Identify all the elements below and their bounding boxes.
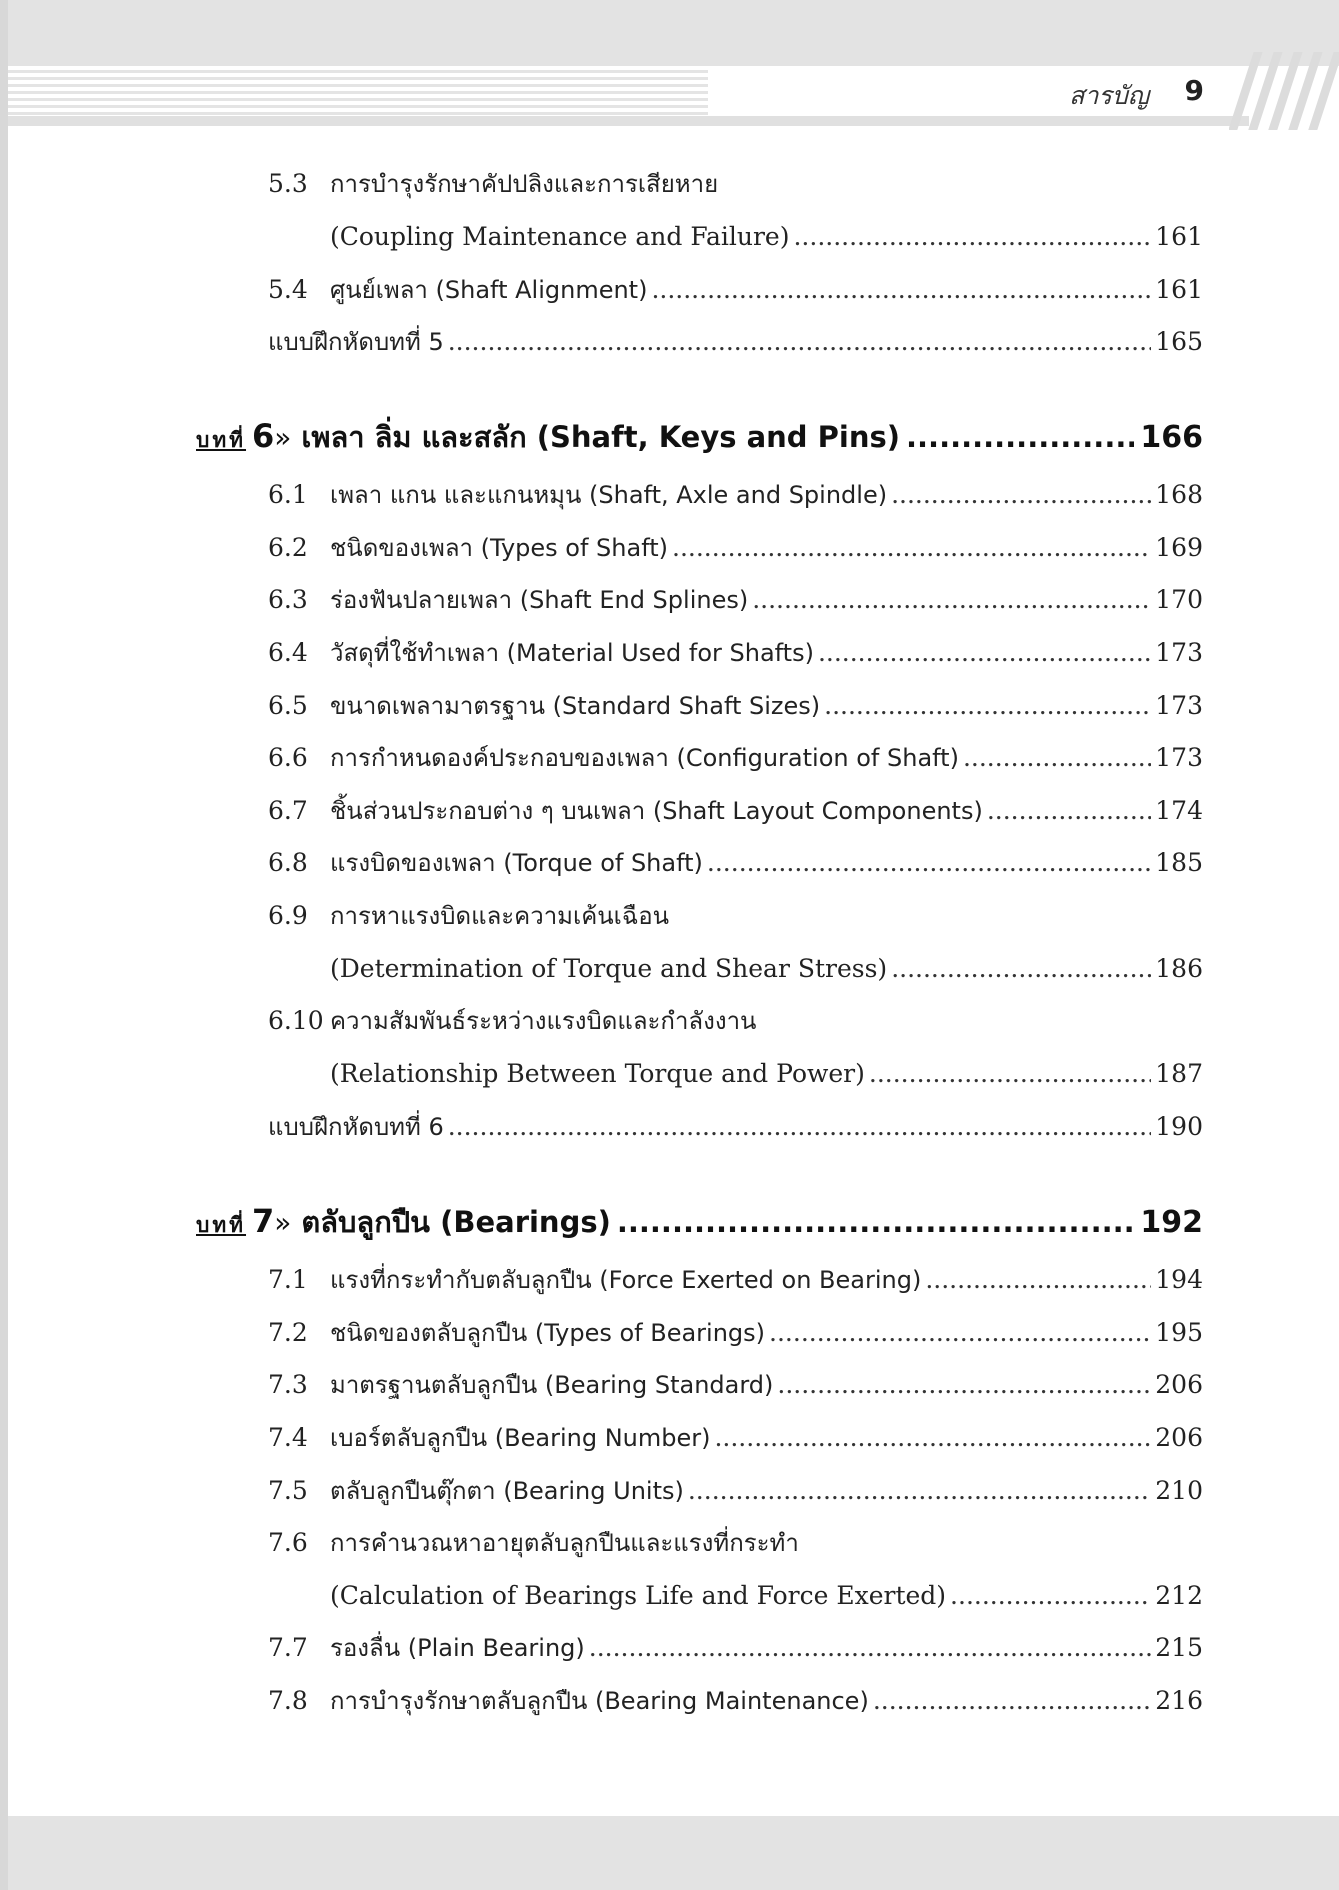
- dot-leader: [963, 738, 1151, 778]
- toc-entry-6-3[interactable]: [268, 580, 1203, 620]
- dot-leader: [672, 528, 1151, 568]
- section-number: 7.7: [268, 1633, 308, 1662]
- section-number: 6.1: [268, 480, 308, 509]
- section-number: 7.1: [268, 1265, 308, 1294]
- header-rule: [8, 116, 1249, 126]
- toc-entry-7-1[interactable]: [268, 1260, 1203, 1300]
- dot-leader: [987, 791, 1151, 831]
- page-ref: 173: [1155, 691, 1203, 720]
- header-slash-decoration: [1229, 52, 1339, 130]
- section-title-english: (Calculation of Bearings Life and Force Exerted): [330, 1581, 947, 1610]
- chapter-number: 6: [252, 417, 275, 455]
- section-title: เบอร์ตลับลูกปืน (Bearing Number): [330, 1424, 711, 1452]
- page-ref: 215: [1155, 1633, 1203, 1662]
- section-title: การบำรุงรักษาคัปปลิงและการเสียหาย: [330, 170, 719, 198]
- toc-entry-7-3[interactable]: [268, 1365, 1203, 1405]
- section-title: การหาแรงบิดและความเค้นเฉือน: [330, 902, 670, 930]
- dot-leader: [651, 270, 1151, 310]
- chevron-right-icon: »: [274, 1206, 292, 1239]
- toc-entry-6-5[interactable]: [268, 686, 1203, 726]
- section-number: 7.5: [268, 1476, 308, 1505]
- section-number: 6.6: [268, 743, 308, 772]
- section-number: 7.6: [268, 1528, 308, 1557]
- page-ref: 186: [1155, 954, 1203, 983]
- toc-entry-6-7[interactable]: [268, 791, 1203, 831]
- toc-entry-7-7[interactable]: [268, 1628, 1203, 1668]
- toc-entry-6-9[interactable]: [268, 896, 1203, 936]
- page-ref: 169: [1155, 533, 1203, 562]
- page-ref: 161: [1155, 222, 1203, 251]
- dot-leader: [617, 1205, 1135, 1239]
- section-title-english: (Relationship Between Torque and Power): [330, 1059, 865, 1088]
- toc-entry-7-4[interactable]: [268, 1418, 1203, 1458]
- toc-entry-5-4[interactable]: [268, 270, 1203, 310]
- running-title: สารบัญ: [1069, 81, 1149, 110]
- section-number: 6.10: [268, 1006, 324, 1035]
- page-ref: 210: [1155, 1476, 1203, 1505]
- toc-entry-7-5[interactable]: [268, 1471, 1203, 1511]
- page-edge-strip: [0, 0, 8, 1890]
- section-number: 7.3: [268, 1370, 308, 1399]
- page-ref: 174: [1155, 796, 1203, 825]
- dot-leader: [891, 475, 1151, 515]
- bottom-band: [8, 1816, 1339, 1890]
- chapter-number: 7: [252, 1202, 275, 1240]
- section-title: แรงที่กระทำกับตลับลูกปืน (Force Exerted on Bearing): [330, 1266, 922, 1294]
- toc-entry-5-3-continued[interactable]: [268, 217, 1203, 257]
- section-title: รองลื่น (Plain Bearing): [330, 1634, 585, 1662]
- toc-entry-exercise-5[interactable]: [268, 322, 1203, 362]
- dot-leader: [769, 1313, 1151, 1353]
- dot-leader: [777, 1365, 1151, 1405]
- section-title: ชิ้นส่วนประกอบต่าง ๆ บนเพลา (Shaft Layout Components): [330, 797, 983, 825]
- page-ref: 206: [1155, 1370, 1203, 1399]
- dot-leader: [448, 1107, 1152, 1147]
- page-ref: 185: [1155, 848, 1203, 877]
- section-title: ศูนย์เพลา (Shaft Alignment): [330, 276, 648, 304]
- dot-leader: [950, 1576, 1151, 1616]
- section-title: การคำนวณหาอายุตลับลูกปืนและแรงที่กระทำ: [330, 1529, 799, 1557]
- top-band: [8, 0, 1339, 66]
- dot-leader: [688, 1471, 1151, 1511]
- page-ref: 216: [1155, 1686, 1203, 1715]
- chapter-6-heading[interactable]: [196, 414, 1203, 464]
- section-number: 5.3: [268, 169, 308, 198]
- section-number: 6.5: [268, 691, 308, 720]
- section-title: เพลา แกน และแกนหมุน (Shaft, Axle and Spindle): [330, 481, 888, 509]
- section-title: การกำหนดองค์ประกอบของเพลา (Configuration of Shaft): [330, 744, 959, 772]
- page-ref: 161: [1155, 275, 1203, 304]
- section-number: 6.7: [268, 796, 308, 825]
- section-number: 7.4: [268, 1423, 308, 1452]
- chevron-right-icon: »: [274, 421, 292, 454]
- chapter-page-ref: 166: [1140, 420, 1203, 455]
- section-title: วัสดุที่ใช้ทำเพลา (Material Used for Shafts): [330, 639, 814, 667]
- dot-leader: [925, 1260, 1151, 1300]
- dot-leader: [793, 217, 1151, 257]
- section-title: ตลับลูกปืนตุ๊กตา (Bearing Units): [330, 1477, 684, 1505]
- dot-leader: [589, 1628, 1152, 1668]
- page-number: 9: [1184, 74, 1204, 107]
- section-number: 5.4: [268, 275, 308, 304]
- chapter-title: เพลา ลิ่ม และสลัก (Shaft, Keys and Pins): [301, 420, 901, 454]
- dot-leader: [752, 580, 1151, 620]
- section-number: 7.8: [268, 1686, 308, 1715]
- toc-entry-6-2[interactable]: [268, 528, 1203, 568]
- toc-entry-7-8[interactable]: [268, 1681, 1203, 1721]
- page-ref: 195: [1155, 1318, 1203, 1347]
- page-ref: 165: [1155, 327, 1203, 356]
- chapter-word: บทที่: [196, 428, 247, 452]
- section-title-english: (Coupling Maintenance and Failure): [330, 222, 790, 251]
- page-ref: 173: [1155, 638, 1203, 667]
- exercise-title: แบบฝึกหัดบทที่ 6: [268, 1113, 444, 1141]
- section-number: 6.2: [268, 533, 308, 562]
- section-title: ชนิดของตลับลูกปืน (Types of Bearings): [330, 1319, 766, 1347]
- page-ref: 190: [1155, 1112, 1203, 1141]
- section-title: แรงบิดของเพลา (Torque of Shaft): [330, 849, 703, 877]
- section-number: 6.3: [268, 585, 308, 614]
- toc-entry-6-8[interactable]: [268, 843, 1203, 883]
- page-ref: 168: [1155, 480, 1203, 509]
- section-title: ขนาดเพลามาตรฐาน (Standard Shaft Sizes): [330, 692, 821, 720]
- page-ref: 206: [1155, 1423, 1203, 1452]
- dot-leader: [891, 949, 1151, 989]
- section-title: ความสัมพันธ์ระหว่างแรงบิดและกำลังงาน: [330, 1007, 757, 1035]
- section-title: ร่องฟันปลายเพลา (Shaft End Splines): [330, 586, 749, 614]
- toc-entry-6-6[interactable]: [268, 738, 1203, 778]
- toc-entry-6-9-continued[interactable]: [268, 949, 1203, 989]
- dot-leader: [869, 1054, 1151, 1094]
- section-number: 6.9: [268, 901, 308, 930]
- dot-leader: [873, 1681, 1151, 1721]
- page-ref: 212: [1155, 1581, 1203, 1610]
- page-ref: 187: [1155, 1059, 1203, 1088]
- section-title: การบำรุงรักษาตลับลูกปืน (Bearing Maintenance): [330, 1687, 869, 1715]
- exercise-title: แบบฝึกหัดบทที่ 5: [268, 328, 444, 356]
- dot-leader: [448, 322, 1152, 362]
- dot-leader: [714, 1418, 1151, 1458]
- section-title: มาตรฐานตลับลูกปืน (Bearing Standard): [330, 1371, 774, 1399]
- page-ref: 170: [1155, 585, 1203, 614]
- section-title: ชนิดของเพลา (Types of Shaft): [330, 534, 668, 562]
- toc-entry-6-4[interactable]: [268, 633, 1203, 673]
- dot-leader: [818, 633, 1151, 673]
- toc-entry-6-1[interactable]: [268, 475, 1203, 515]
- chapter-word: บทที่: [196, 1213, 247, 1237]
- dot-leader: [707, 843, 1151, 883]
- dot-leader: [824, 686, 1151, 726]
- dot-leader: [906, 420, 1134, 454]
- toc-entry-exercise-6[interactable]: [268, 1107, 1203, 1147]
- toc-entry-7-6-continued[interactable]: [268, 1576, 1203, 1616]
- section-number: 6.4: [268, 638, 308, 667]
- toc-entry-6-10-continued[interactable]: [268, 1054, 1203, 1094]
- page-ref: 194: [1155, 1265, 1203, 1294]
- section-number: 6.8: [268, 848, 308, 877]
- chapter-page-ref: 192: [1140, 1205, 1203, 1240]
- section-title-english: (Determination of Torque and Shear Stress): [330, 954, 888, 983]
- toc-entry-6-10[interactable]: [268, 1001, 1203, 1041]
- chapter-title: ตลับลูกปืน (Bearings): [301, 1205, 611, 1239]
- toc-entry-7-6[interactable]: [268, 1523, 1203, 1563]
- chapter-7-heading[interactable]: [196, 1199, 1203, 1249]
- toc-entry-5-3[interactable]: [268, 164, 1203, 204]
- section-number: 7.2: [268, 1318, 308, 1347]
- toc-entry-7-2[interactable]: [268, 1313, 1203, 1353]
- page-ref: 173: [1155, 743, 1203, 772]
